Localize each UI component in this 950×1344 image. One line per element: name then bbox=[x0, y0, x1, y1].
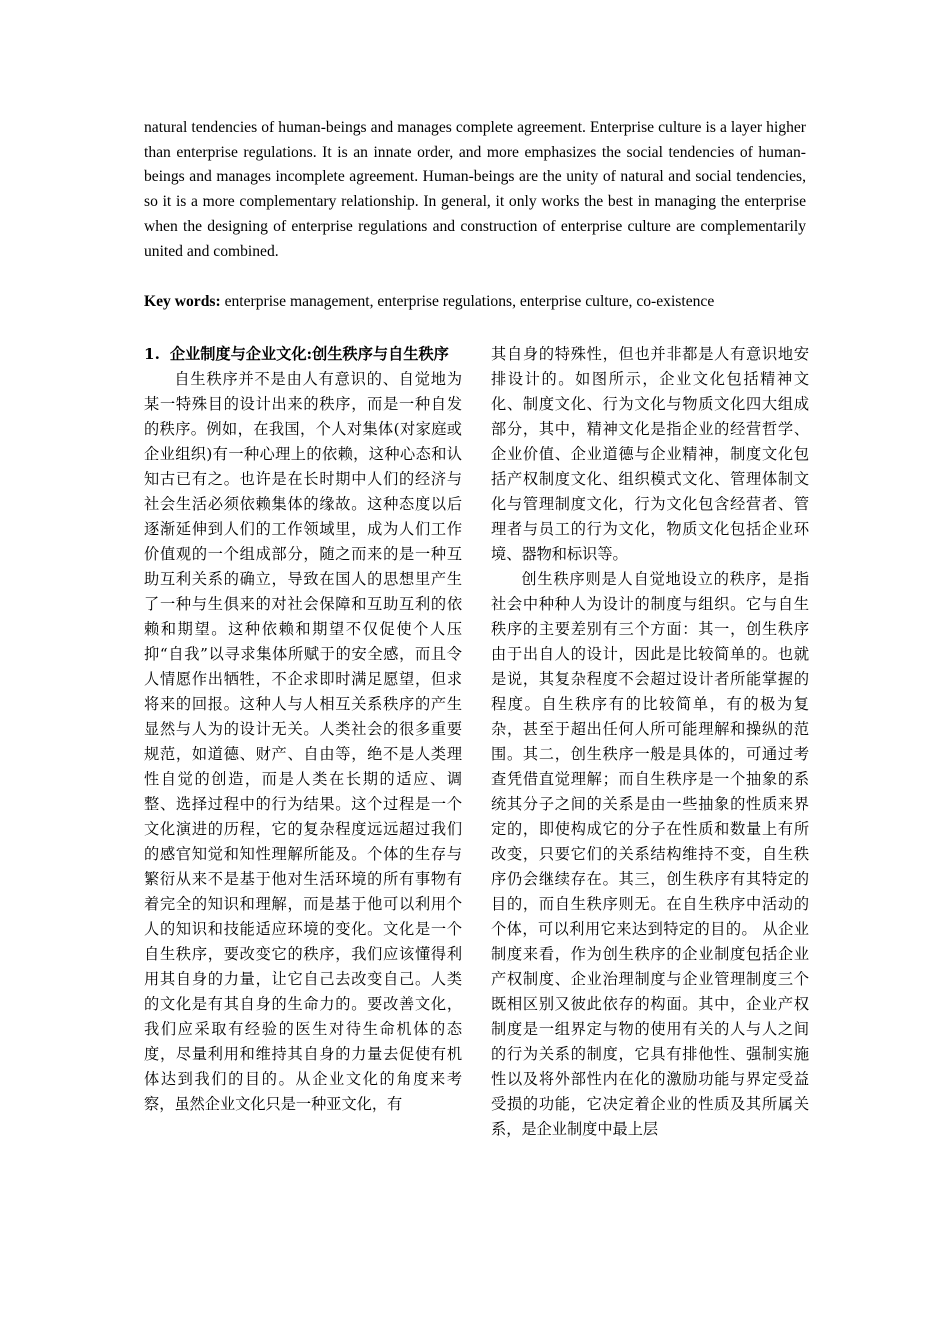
keywords-text: enterprise management, enterprise regulations, enterprise culture, co-existence bbox=[220, 293, 715, 310]
section-heading bbox=[144, 342, 462, 367]
right-column bbox=[491, 342, 809, 1142]
left-column bbox=[144, 342, 462, 1117]
body-paragraph: 其自身的特殊性，但也并非都是人有意识地安排设计的。如图所示，企业文化包括精神文化、制度文化、行为文化与物质文化四大组成部分，其中，精神文化是指企业的经营哲学、企业价值、企业道德与企业精神，制度文化包括产权制度文化、组织模式文化、管理体制文化与管理制度文化，行为文化包含经营者、管理者与员工的行为文化，物质文化包括企业环境、器物和标识等。 bbox=[491, 345, 809, 563]
keywords-label: Key words: bbox=[144, 293, 221, 310]
body-paragraph: 自生秩序并不是由人有意识的、自觉地为某一特殊目的设计出来的秩序，而是一种自发的秩序。例如，在我国，个人对集体(对家庭或企业组织)有一种心理上的依赖，这种心态和认知古已有之。也许是在长时期中人们的经济与社会生活必须依赖集体的缘故。这种态度以后逐渐延伸到人们的工作领域里，成为人们工作价值观的一个组成部分，随之而来的是一种互助互利关系的确立，导致在国人的思想里产生了一种与生俱来的对社会保障和互助互利的依赖和期望。这种依赖和期望不仅促使个人压抑“自我”以寻求集体所赋于的安全感，而且令人情愿作出牺牲，不企求即时满足愿望，但求将来的回报。这种人与人相互关系秩序的产生显然与人为的设计无关。人类社会的很多重要规范，如道德、财产、自由等，绝不是人类理性自觉的创造，而是人类在长期的适应、调整、选择过程中的行为结果。这个过程是一个文化演进的历程，它的复杂程度远远超过我们的感官知觉和知性理解所能及。个体的生存与繁衍从来不是基于他对生活环境的所有事物有着完全的知识和理解，而是基于他可以利用个人的知识和技能适应环境的变化。文化是一个自生秩序，要改变它的秩序，我们应该懂得利用其自身的力量，让它自己去改变自己。人类的文化是有其自身的生命力的。要改善文化，我们应采取有经验的医生对待生命机体的态度，尽量利用和维持其自身的力量去促使有机体达到我们的目的。从企业文化的角度来考察，虽然企业文化只是一种亚文化，有 bbox=[144, 370, 462, 1113]
section-number: 1. bbox=[144, 345, 160, 363]
section-title: 企业制度与企业文化:创生秩序与自生秩序 bbox=[169, 345, 449, 363]
abstract-text: natural tendencies of human-beings and manages complete agreement. Enterprise culture is a layer higher than enterprise regulations. It is an innate order, and more emphasizes the social tendencies of human-beings and manages incomplete agreement. Human-beings are the unity of natural and social tendencies, so it is a more complementary relationship. In general, it only works the best in managing the enterprise when the designing of enterprise regulations and construction of enterprise culture are complementarily united and combined. bbox=[144, 119, 806, 260]
keywords-line bbox=[144, 290, 806, 314]
body-paragraph: 创生秩序则是人自觉地设立的秩序，是指社会中种种人为设计的制度与组织。它与自生秩序的主要差别有三个方面：其一，创生秩序由于出自人的设计，因此是比较简单的。也就是说，其复杂程度不会超过设计者所能掌握的程度。自生秩序有的比较简单，有的极为复杂，甚至于超出任何人所可能理解和操纵的范围。其二，创生秩序一般是具体的，可通过考查凭借直觉理解；而自生秩序是一个抽象的系统其分子之间的关系是由一些抽象的性质来界定的，即使构成它的分子在性质和数量上有所改变，只要它们的关系结构维持不变，自生秩序仍会继续存在。其三，创生秩序有其特定的目的，而自生秩序则无。在自生秩序中活动的个体，可以利用它来达到特定的目的。 从企业制度来看，作为创生秩序的企业制度包括企业产权制度、企业治理制度与企业管理制度三个既相区别又彼此依存的构面。其中，企业产权制度是一组界定与物的使用有关的人与人之间的行为关系的制度，它具有排他性、强制实施性以及将外部性内在化的激励功能与界定受益受损的功能，它决定着企业的性质及其所属关系，是企业制度中最上层 bbox=[491, 570, 809, 1138]
